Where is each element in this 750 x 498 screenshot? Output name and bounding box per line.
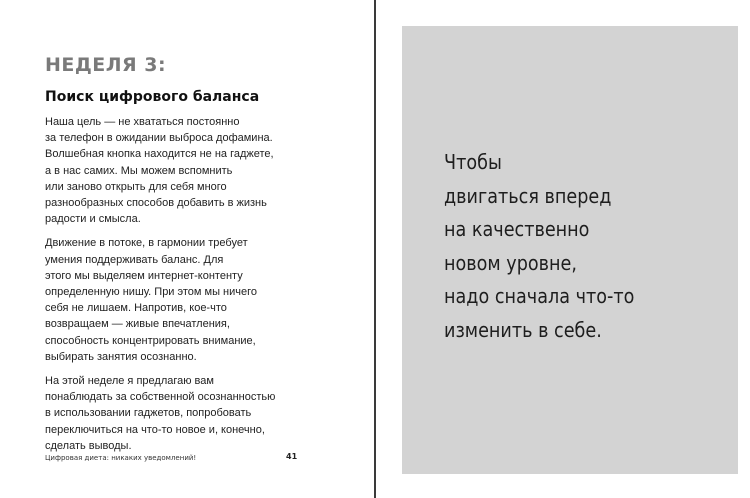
text-line: разнообразных способов добавить в жизнь	[45, 197, 267, 210]
text-line: или заново открыть для себя много	[45, 180, 227, 193]
paragraph-3	[45, 373, 345, 454]
text-line: этого мы выделяем интернет-контенту	[45, 269, 243, 282]
quote-line: Чтобы	[444, 150, 502, 174]
page-number: 41	[286, 452, 298, 461]
text-line: в использовании гаджетов, попробовать	[45, 407, 252, 420]
right-page	[376, 0, 750, 498]
paragraph-2	[45, 235, 345, 365]
text-line: понаблюдать за собственной осознанностью	[45, 391, 276, 404]
quote-line: изменить в себе.	[444, 317, 602, 342]
pull-quote	[444, 146, 634, 347]
quote-line: на качественно	[444, 217, 590, 241]
week-heading: НЕДЕЛЯ 3:	[45, 54, 167, 76]
text-line: радости и смысла.	[45, 213, 141, 226]
quote-line: новом уровне,	[444, 250, 577, 275]
quote-line: надо сначала что-то	[444, 284, 635, 308]
chapter-title: Поиск цифрового баланса	[45, 89, 260, 105]
text-line: сделать выводы.	[45, 439, 132, 452]
text-line: выбирать занятия осознанно.	[45, 350, 197, 363]
text-line: себя не лишаем. Напротив, кое-что	[45, 302, 227, 315]
body-text	[45, 114, 345, 462]
text-line: возвращаем — живые впечатления,	[45, 318, 230, 331]
running-footer-title: Цифровая диета: никаких уведомлений!	[45, 454, 197, 462]
text-line: Движение в потоке, в гармонии требует	[45, 237, 248, 250]
paragraph-1	[45, 114, 345, 227]
text-line: Наша цель — не хвататься постоянно	[45, 116, 240, 128]
text-line: На этой неделе я предлагаю вам	[45, 375, 214, 388]
quote-box	[402, 26, 738, 474]
quote-line: двигаться вперед	[444, 183, 612, 208]
text-line: Волшебная кнопка находится не на гаджете,	[45, 148, 274, 161]
text-line: определенную нишу. При этом мы ничего	[45, 286, 258, 299]
text-line: за телефон в ожидании выброса дофамина.	[45, 132, 273, 145]
text-line: способность концентрировать внимание,	[45, 334, 256, 347]
left-page	[0, 0, 374, 498]
text-line: переключиться на что-то новое и, конечно,	[45, 423, 265, 436]
text-line: умения поддерживать баланс. Для	[45, 253, 224, 266]
text-line: а в нас самих. Мы можем вспомнить	[45, 164, 233, 177]
